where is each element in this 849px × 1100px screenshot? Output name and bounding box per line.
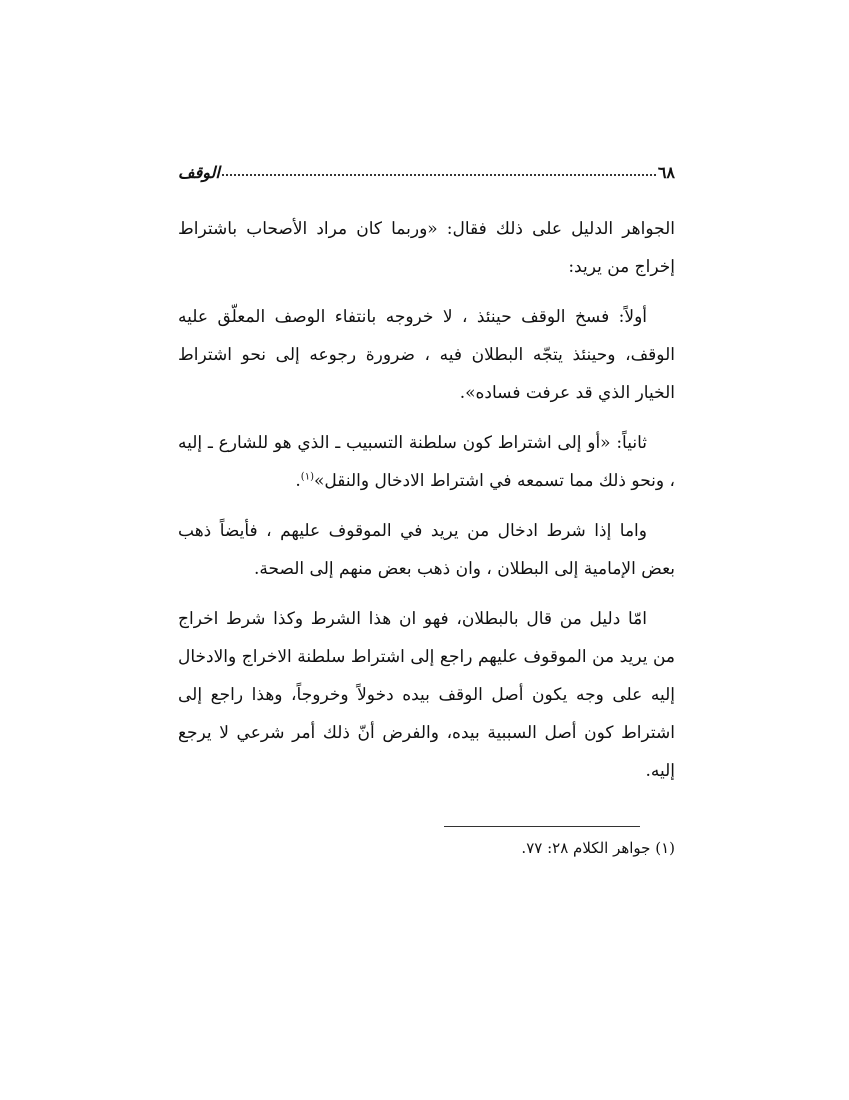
paragraph-3-text: ثانياً: «أو إلى اشتراط كون سلطنة التسبيب ـ الذي هو للشارع ـ إليه ، ونحو ذلك مما تسمعه في اشتراط الادخال والنقل» [178, 433, 675, 491]
paragraph-4: واما إذا شرط ادخال من يريد في الموقوف عليهم ، فأيضاً ذهب بعض الإمامية إلى البطلان ، وان ذهب بعض منهم إلى الصحة. [178, 521, 675, 579]
footnote-reference[interactable]: (١) [300, 471, 314, 483]
page-number: ٦٨ [657, 163, 675, 182]
running-title: الوقف [178, 163, 220, 182]
paragraph-2: أولاً: فسخ الوقف حينئذ ، لا خروجه بانتفاء الوصف المعلّق عليه الوقف، وحينئذ يتجّه البطلان فيه ، ضرورة رجوعه إلى نحو اشتراط الخيار الذي قد عرفت فساده». [178, 307, 675, 403]
footnote: (١) جواهر الكلام ٢٨: ٧٧. [521, 839, 675, 857]
paragraph-5: امّا دليل من قال بالبطلان، فهو ان هذا الشرط وكذا شرط اخراج من يريد من الموقوف عليهم راجع إلى اشتراط سلطنة الاخراج والادخال إليه على وجه يكون أصل الوقف بيده دخولاً وخروجاً، وهذا راجع إلى اشتراط كون أصل السببية بيده، والفرض أنّ ذلك أمر شرعي لا يرجع إليه. [178, 609, 675, 781]
paragraph-1: الجواهر الدليل على ذلك فقال: «وربما كان مراد الأصحاب باشتراط إخراج من يريد: [178, 219, 675, 277]
paragraph-3 [178, 424, 675, 500]
footnote-separator [444, 826, 640, 827]
header-dotted-leader [222, 174, 656, 176]
body-text [178, 210, 675, 802]
page-header [178, 152, 675, 182]
paragraph-3-end: . [295, 471, 301, 491]
